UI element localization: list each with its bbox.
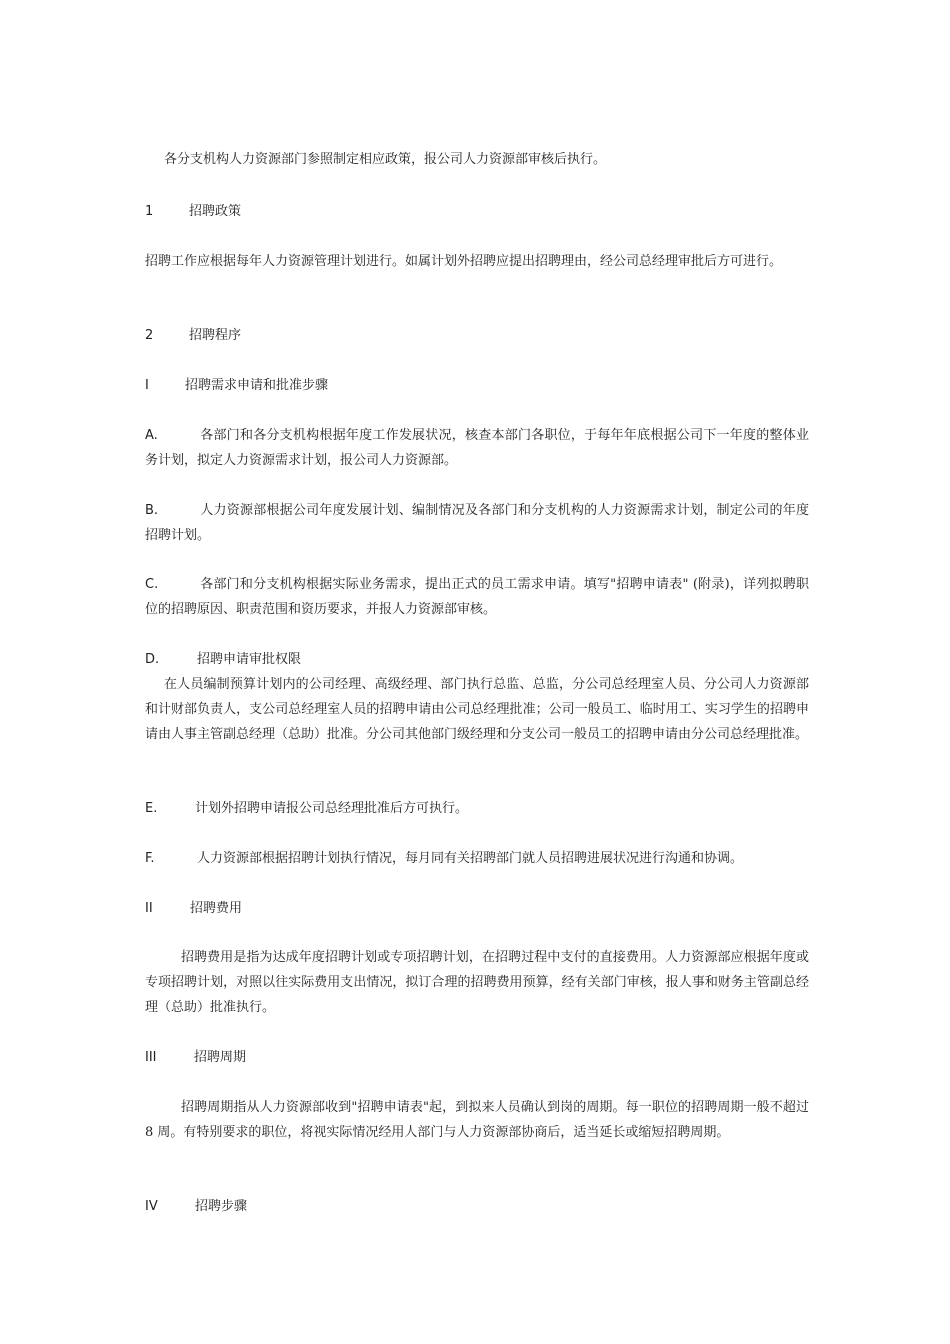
item-C-text: 各部门和分支机构根据实际业务需求，提出正式的员工需求申请。填写"招聘申请表" (附录)，详列拟聘职位的招聘原因、职责范围和资历要求，并报人力资源部审核。 [145,577,809,617]
item-C [145,572,809,622]
item-F [145,846,809,871]
section-II-body: 招聘费用是指为达成年度招聘计划或专项招聘计划，在招聘过程中支付的直接费用。人力资源部应根据年度或专项招聘计划，对照以往实际费用支出情况，拟订合理的招聘费用预算，经有关部门审核，报人事和财务主管副总经理（总助）批准执行。 [145,950,809,1015]
section-2-title: 招聘程序 [189,328,242,343]
item-D-body: 在人员编制预算计划内的公司经理、高级经理、部门执行总监、总监，分公司总经理室人员、分公司人力资源部和计财部负责人，支公司总经理室人员的招聘申请由公司总经理批准；公司一般员工、临时用工、实习学生的招聘申请由人事主管副总经理（总助）批准。分公司其他部门级经理和分支公司一般员工的招聘申请由分公司总经理批准。 [145,677,809,742]
section-III-heading [145,1045,246,1070]
section-I-title: 招聘需求申请和批准步骤 [185,378,329,393]
section-II-title: 招聘费用 [190,901,243,916]
item-C-number: C. [145,577,159,592]
section-2-heading [145,323,241,348]
item-A-text: 各部门和各分支机构根据年度工作发展状况，核查本部门各职位，于每年年底根据公司下一年度的整体业务计划，拟定人力资源需求计划，报公司人力资源部。 [145,428,809,468]
section-II-heading [145,896,242,921]
section-III-title: 招聘周期 [194,1050,247,1065]
item-D-heading [145,647,301,672]
section-1-heading [145,199,241,224]
item-E-number: E. [145,801,158,816]
section-I-number: I [145,378,149,393]
item-E [145,796,809,821]
item-B-number: B. [145,503,159,518]
item-F-text: 人力资源部根据招聘计划执行情况，每月同有关招聘部门就人员招聘进展状况进行沟通和协调。 [197,851,744,866]
item-E-text: 计划外招聘申请报公司总经理批准后方可执行。 [195,801,469,816]
section-IV-heading [145,1194,247,1219]
item-A [145,423,809,473]
intro-paragraph: 各分支机构人力资源部门参照制定相应政策，报公司人力资源部审核后执行。 [164,152,607,167]
item-A-number: A. [145,428,158,443]
section-1-title: 招聘政策 [189,204,242,219]
section-IV-number: IV [145,1199,158,1214]
item-F-number: F. [145,851,155,866]
item-D-number: D. [145,652,160,667]
section-III-body: 招聘周期指从人力资源部收到"招聘申请表"起，到拟来人员确认到岗的周期。每一职位的招聘周期一般不超过 8 周。有特别要求的职位，将视实际情况经用人部门与人力资源部协商后，适当延长或缩短招聘周期。 [145,1100,809,1140]
item-D-title: 招聘申请审批权限 [197,652,302,667]
item-B-text: 人力资源部根据公司年度发展计划、编制情况及各部门和分支机构的人力资源需求计划，制定公司的年度招聘计划。 [145,503,809,543]
section-IV-title: 招聘步骤 [195,1199,248,1214]
section-I-heading [145,373,328,398]
section-II-number: II [145,901,153,916]
document-page [145,0,809,1344]
section-III-number: III [145,1050,157,1065]
section-1-number: 1 [145,204,154,219]
section-2-number: 2 [145,328,154,343]
item-B [145,498,809,548]
section-1-body: 招聘工作应根据每年人力资源管理计划进行。如属计划外招聘应提出招聘理由，经公司总经理审批后方可进行。 [145,254,783,269]
